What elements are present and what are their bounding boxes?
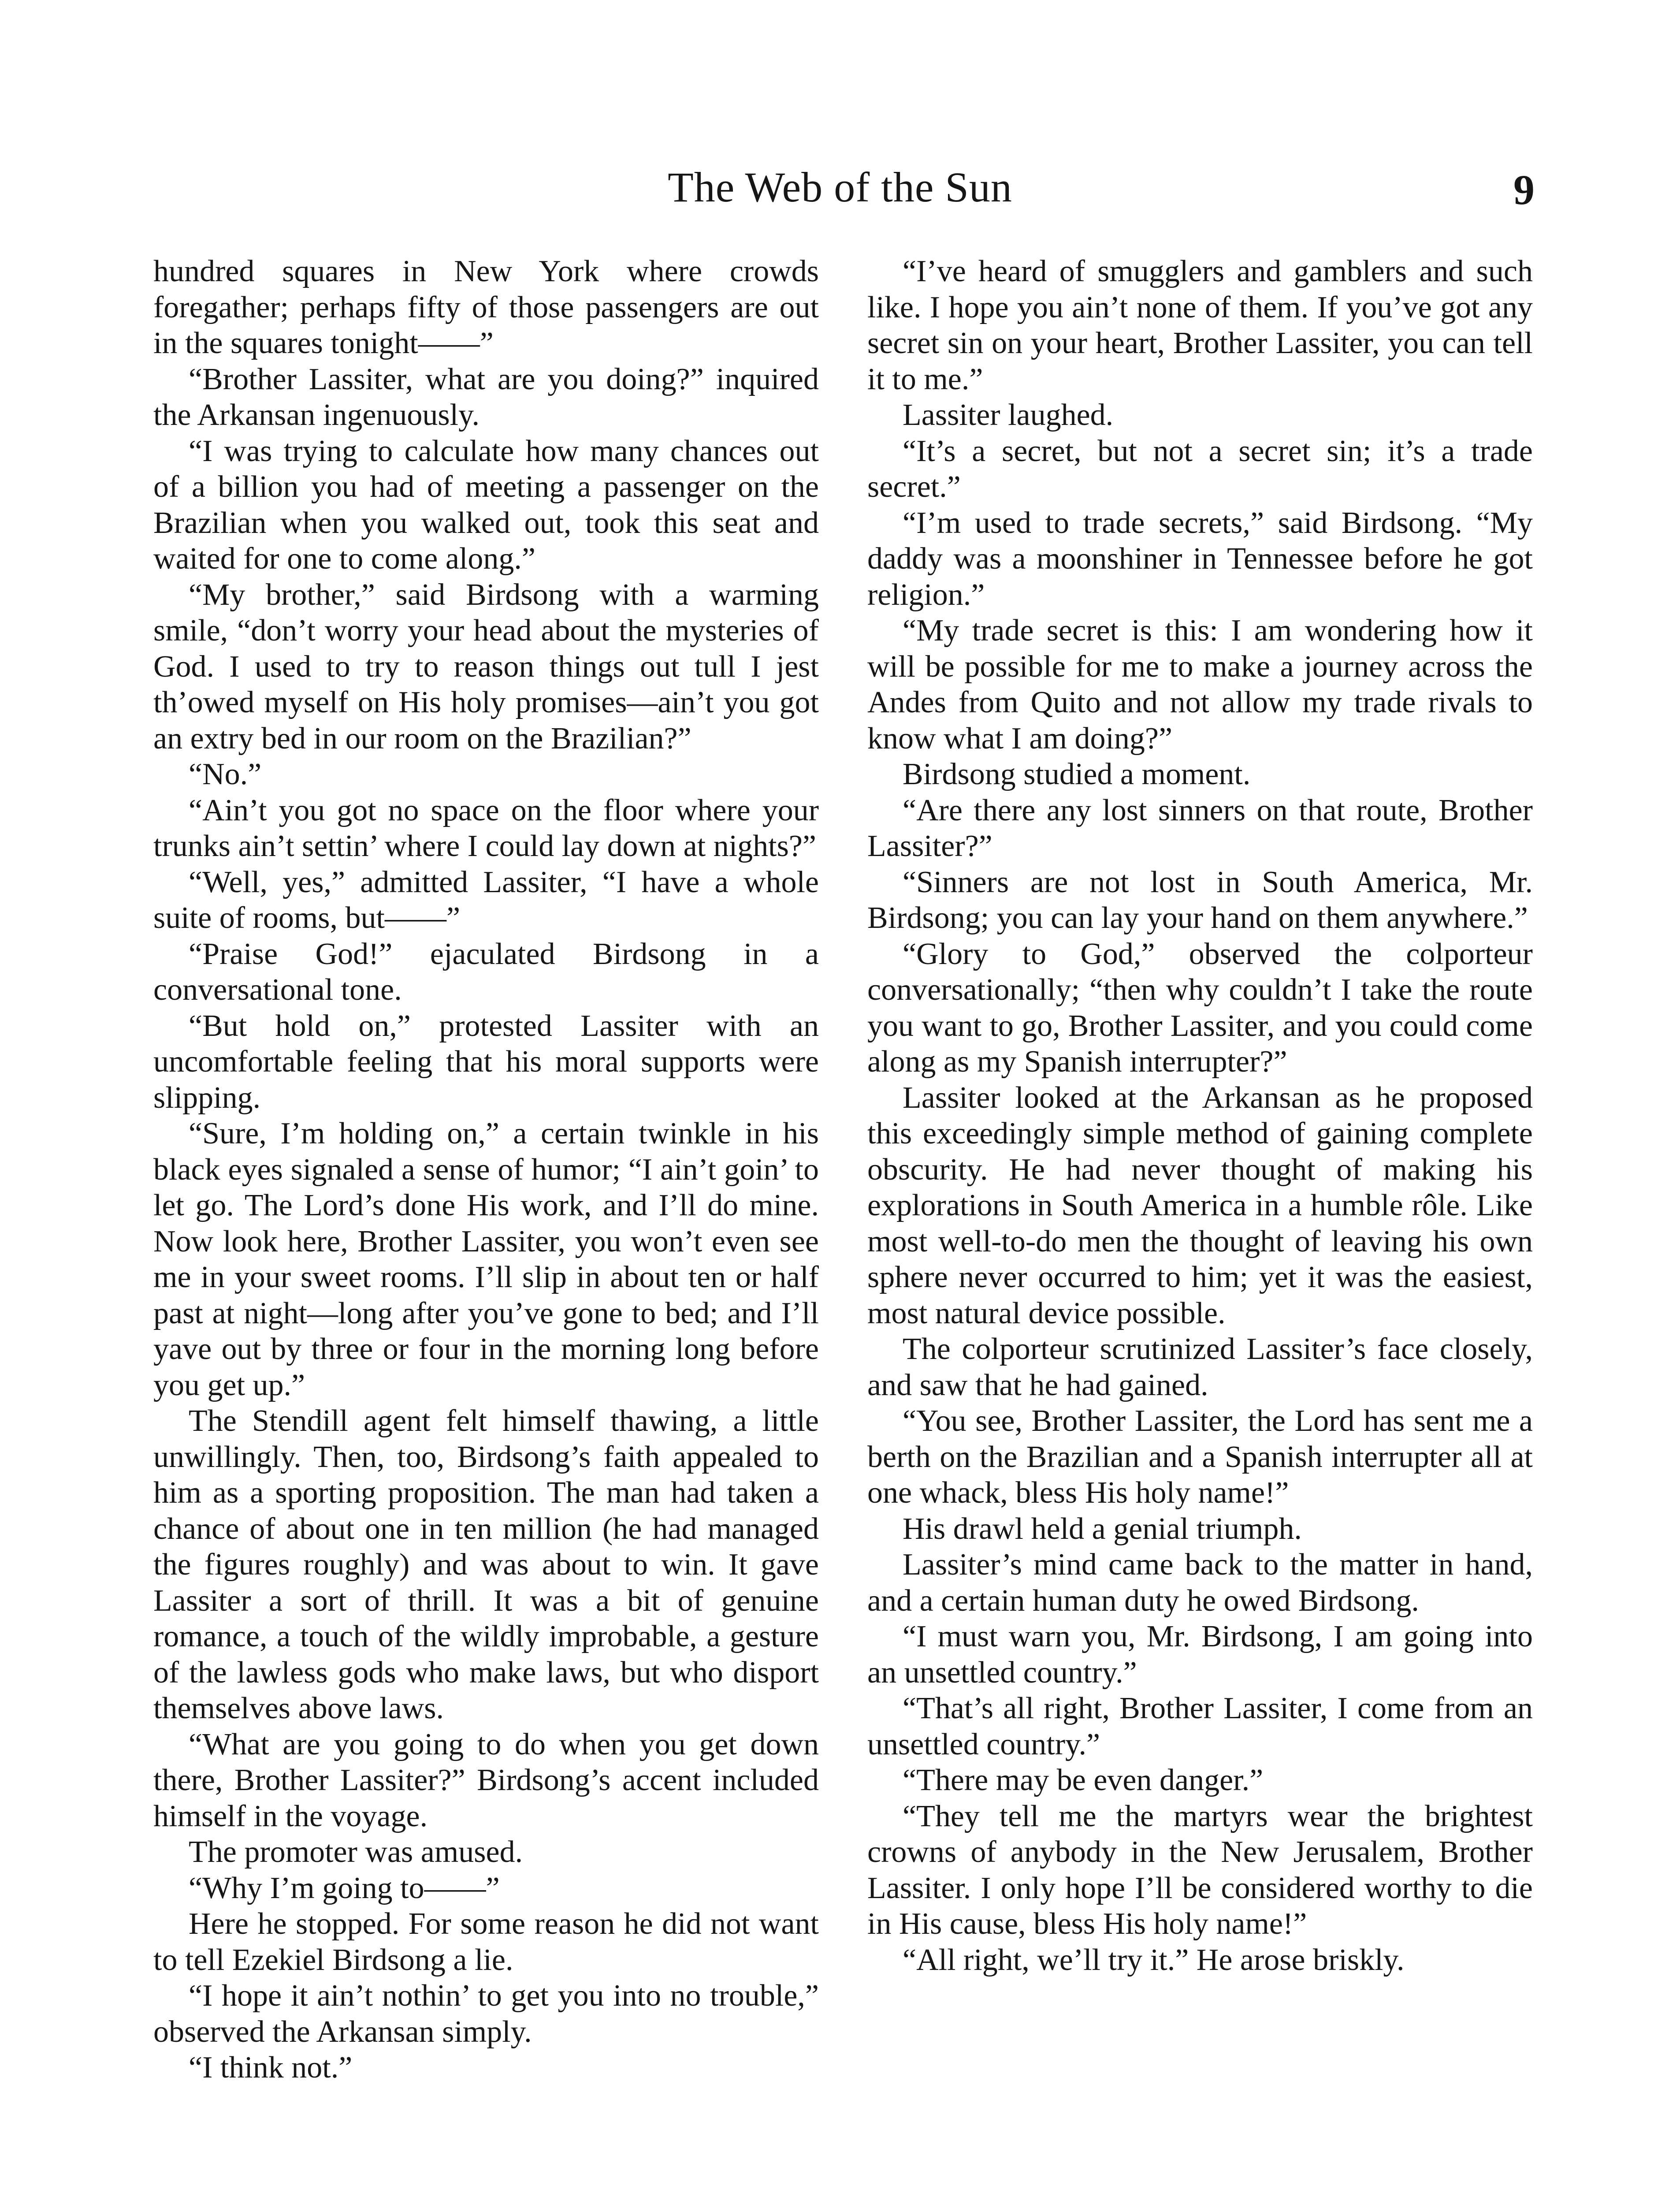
paragraph: “I hope it ain’t nothin’ to get you into no trouble,” observed the Arkansan simply. (153, 1979, 819, 2049)
paragraph: The colporteur scrutinized Lassiter’s face closely, and saw that he had gained. (867, 1332, 1533, 1402)
paragraph: Birdsong studied a moment. (903, 757, 1251, 791)
paragraph: “What are you going to do when you get down there, Brother Lassiter?” Birdsong’s accent included himself in the voyage. (153, 1727, 819, 1833)
paragraph: “It’s a secret, but not a secret sin; it’s a trade secret.” (867, 434, 1533, 504)
left-column (153, 253, 819, 2086)
paragraph: “I’m used to trade secrets,” said Birdsong. “My daddy was a moonshiner in Tennessee before he got religion.” (867, 506, 1533, 612)
paragraph: “My trade secret is this: I am wondering how it will be possible for me to make a journey across the Andes from Quito and not allow my trade rivals to know what I am doing?” (867, 614, 1533, 756)
paragraph: hundred squares in New York where crowds foregather; perhaps fifty of those passengers are out in the squares tonight——” (153, 254, 819, 360)
paragraph: “But hold on,” protested Lassiter with an uncomfortable feeling that his moral supports were slipping. (153, 1009, 819, 1115)
paragraph: The Stendill agent felt himself thawing, a little unwillingly. Then, too, Birdsong’s faith appealed to him as a sporting proposition. The man had taken a chance of about one in ten million (he had managed the figures roughly) and was about to win. It gave Lassiter a sort of thrill. It was a bit of genuine romance, a touch of the wildly improbable, a gesture of the lawless gods who make laws, but who disport themselves above laws. (153, 1404, 819, 1725)
right-column (867, 253, 1533, 1978)
paragraph: Lassiter’s mind came back to the matter in hand, and a certain human duty he owed Birdsong. (867, 1548, 1533, 1618)
paragraph: “There may be even danger.” (903, 1763, 1264, 1797)
paragraph: “Are there any lost sinners on that route, Brother Lassiter?” (867, 793, 1533, 863)
paragraph: Here he stopped. For some reason he did not want to tell Ezekiel Birdsong a lie. (153, 1907, 819, 1977)
paragraph: “That’s all right, Brother Lassiter, I come from an unsettled country.” (867, 1691, 1533, 1761)
paragraph: “You see, Brother Lassiter, the Lord has sent me a berth on the Brazilian and a Spanish interrupter all at one whack, bless His holy name!” (867, 1404, 1533, 1510)
paragraph: “I was trying to calculate how many chances out of a billion you had of meeting a passenger on the Brazilian when you walked out, took this seat and waited for one to come along.” (153, 434, 819, 576)
paragraph: “I must warn you, Mr. Birdsong, I am going into an unsettled country.” (867, 1619, 1533, 1690)
paragraph: “Brother Lassiter, what are you doing?” inquired the Arkansan ingenuously. (153, 362, 819, 432)
paragraph: “No.” (189, 757, 262, 791)
paragraph: “Well, yes,” admitted Lassiter, “I have a whole suite of rooms, but——” (153, 865, 819, 935)
paragraph: Lassiter laughed. (903, 398, 1114, 432)
paragraph: “I think not.” (189, 2051, 353, 2085)
paragraph: “Sure, I’m holding on,” a certain twinkle in his black eyes signaled a sense of humor; “I ain’t goin’ to let go. The Lord’s done His work, and I’ll do mine. Now look here, Brother Lassiter, you won’t even see me in your sweet rooms. I’ll slip in about ten or half past at night—long after you’ve gone to bed; and I’ll yave out by three or four in the morning long before you get up.” (153, 1117, 819, 1402)
paragraph: The promoter was amused. (189, 1835, 523, 1869)
paragraph: Lassiter looked at the Arkansan as he proposed this exceedingly simple method of gaining complete obscurity. He had never thought of making his explorations in South America in a humble rôle. Like most well-to-do men the thought of leaving his own sphere never occurred to him; yet it was the easiest, most natural device possible. (867, 1080, 1533, 1330)
running-title: The Web of the Sun (668, 164, 1012, 211)
paragraph: “Ain’t you got no space on the floor where your trunks ain’t settin’ where I could lay down at nights?” (153, 793, 819, 863)
paragraph: “All right, we’ll try it.” He arose briskly. (903, 1943, 1405, 1977)
paragraph: His drawl held a genial triumph. (903, 1512, 1302, 1546)
page-header (0, 159, 1680, 225)
paragraph: “Praise God!” ejaculated Birdsong in a conversational tone. (153, 937, 819, 1007)
page-number: 9 (1513, 166, 1535, 213)
paragraph: “My brother,” said Birdsong with a warming smile, “don’t worry your head about the mysteries of God. I used to try to reason things out tull I jest th’owed myself on His holy promises—ain’t you got an extry bed in our room on the Brazilian?” (153, 577, 819, 756)
paragraph: “Sinners are not lost in South America, Mr. Birdsong; you can lay your hand on them anywhere.” (867, 865, 1533, 935)
paragraph: “Why I’m going to——” (189, 1871, 500, 1905)
paragraph: “I’ve heard of smugglers and gamblers and such like. I hope you ain’t none of them. If you’ve got any secret sin on your heart, Brother Lassiter, you can tell it to me.” (867, 254, 1533, 396)
paragraph: “Glory to God,” observed the colporteur conversationally; “then why couldn’t I take the route you want to go, Brother Lassiter, and you could come along as my Spanish interrupter?” (867, 937, 1533, 1079)
paragraph: “They tell me the martyrs wear the brightest crowns of anybody in the New Jerusalem, Brother Lassiter. I only hope I’ll be considered worthy to die in His cause, bless His holy name!” (867, 1799, 1533, 1941)
